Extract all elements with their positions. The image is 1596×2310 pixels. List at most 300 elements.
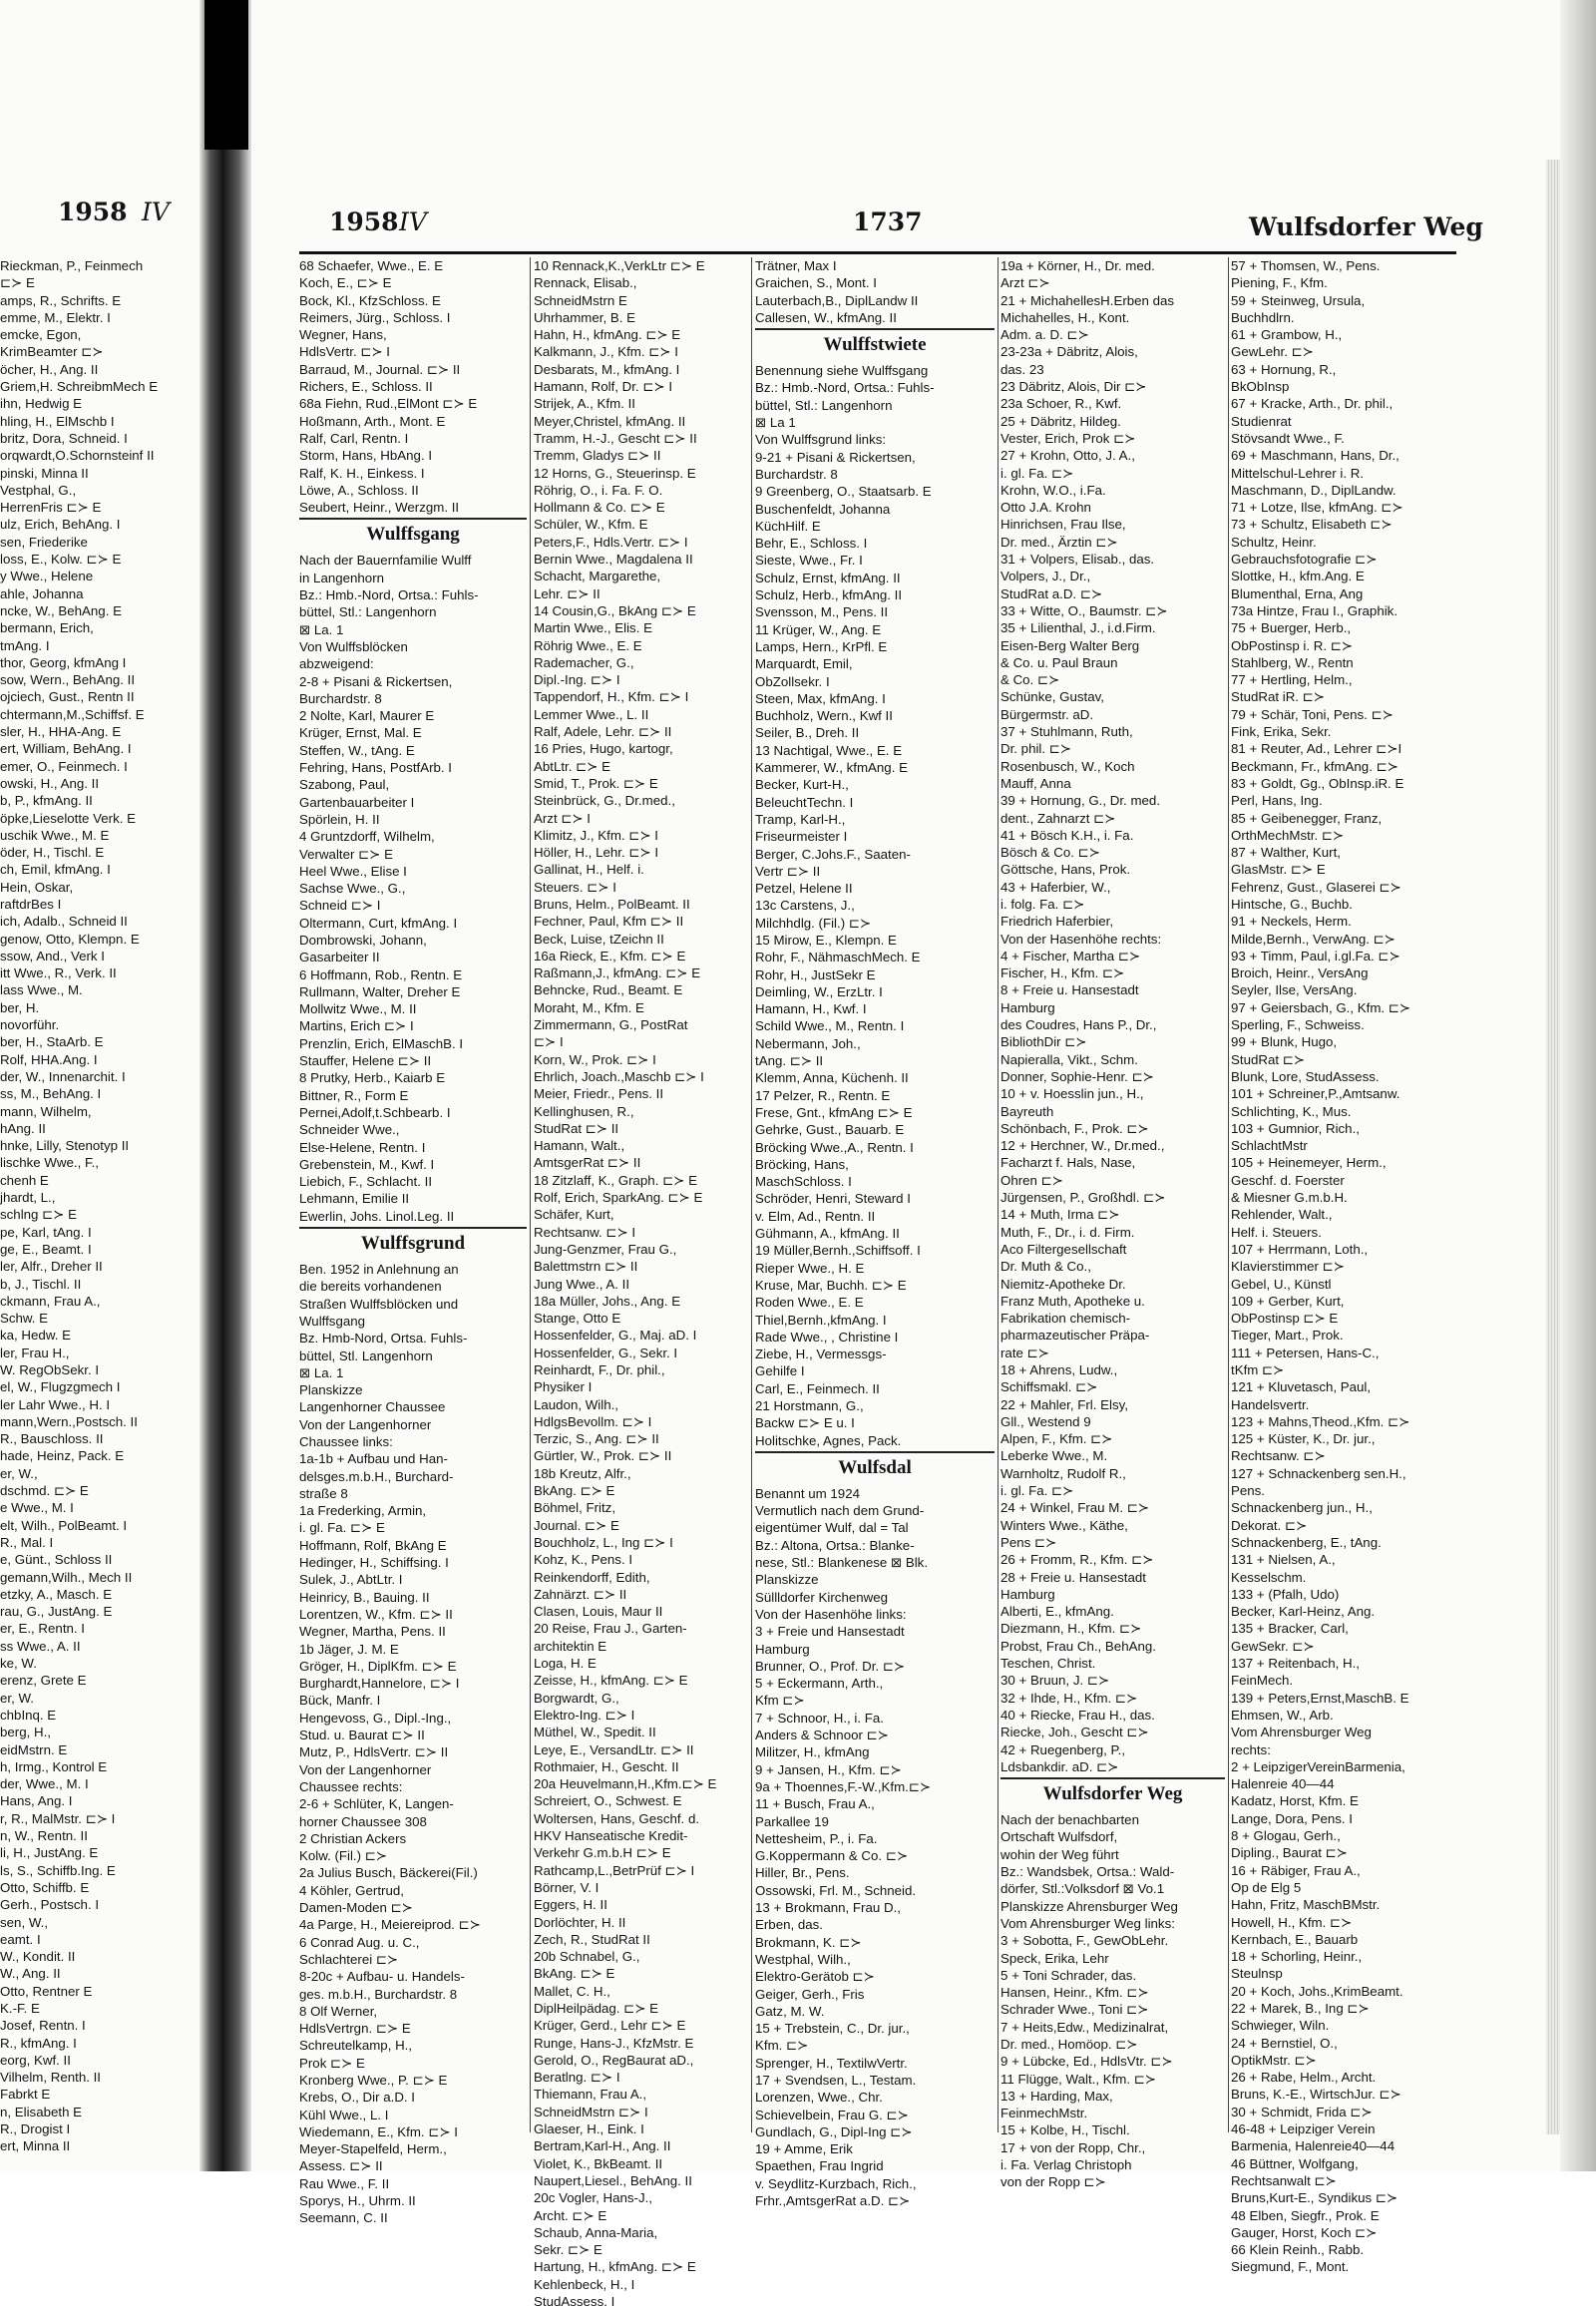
- directory-entry-line: 21 Horstmann, G.,: [755, 1398, 864, 1413]
- directory-entry-line: Vestphal, G.,: [0, 482, 77, 498]
- directory-entry-line: i. gl. Fa. ⊏≻: [1000, 465, 1074, 481]
- directory-entry-line: Milchhdlg. (Fil.) ⊏≻: [755, 915, 872, 931]
- directory-entry-line: Rathcamp,L.,BetrPrüf ⊏≻ I: [534, 1862, 695, 1878]
- directory-entry-line: Benennung siehe Wulffsgang: [755, 363, 929, 379]
- directory-entry-line: Otto J.A. Krohn: [1000, 500, 1091, 516]
- directory-entry-line: Schünke, Gustav,: [1000, 689, 1104, 705]
- directory-entry-line: Göttsche, Hans, Prok.: [1000, 862, 1131, 878]
- directory-entry-line: 2 Nolte, Karl, Maurer E: [299, 708, 435, 724]
- directory-entry-line: Pens ⊏≻: [1000, 1534, 1057, 1550]
- directory-entry-line: Röhrig, O., i. Fa. F. O.: [534, 482, 663, 498]
- directory-entry-line: Fischer, H., Kfm. ⊏≻: [1000, 965, 1125, 981]
- directory-entry-line: 13c Carstens, J.,: [755, 898, 855, 914]
- directory-entry-line: KrimBeamter ⊏≻: [0, 344, 104, 360]
- directory-entry-line: Vom Ahrensburger Weg links:: [1000, 1915, 1175, 1931]
- directory-entry-line: Meyer,Christel, kfmAng. II: [534, 413, 686, 429]
- directory-entry-line: Vilhelm, Renth. II: [0, 2070, 102, 2086]
- directory-entry-line: Perl, Hans, Ing.: [1231, 793, 1323, 809]
- directory-entry-line: Probst, Frau Ch., BehAng.: [1000, 1638, 1156, 1654]
- directory-entry-line: SchlachtMstr: [1231, 1138, 1308, 1154]
- directory-entry-line: Szabong, Paul,: [299, 777, 390, 793]
- directory-entry-line: Marquardt, Emil,: [755, 656, 853, 672]
- directory-entry-line: raftdrBes I: [0, 896, 62, 912]
- directory-entry-line: Jürgensen, P., Großhdl. ⊏≻: [1000, 1190, 1166, 1206]
- directory-entry-line: 131 + Nielsen, A.,: [1231, 1552, 1336, 1568]
- directory-entry-line: 69 + Maschmann, Hans, Dr.,: [1231, 448, 1399, 464]
- directory-entry-line: GewLehr. ⊏≻: [1231, 344, 1314, 360]
- directory-entry-line: Nebermann, Joh.,: [755, 1035, 861, 1051]
- directory-entry-line: er, W.: [0, 1690, 34, 1706]
- directory-entry-line: Kadatz, Horst, Kfm. E: [1231, 1793, 1359, 1809]
- directory-entry-line: Berger, C.Johs.F., Saaten-: [755, 846, 911, 862]
- directory-entry-line: Bröcking Wwe.,A., Rentn. I: [755, 1139, 914, 1155]
- directory-entry-line: Fabrikation chemisch-: [1000, 1311, 1131, 1327]
- directory-entry-line: Dr. Muth & Co.,: [1000, 1259, 1091, 1275]
- directory-entry-line: Wegner, Hans,: [299, 327, 387, 343]
- directory-entry-line: 127 + Schnackenberg sen.H.,: [1231, 1465, 1406, 1481]
- directory-entry-line: 105 + Heinemeyer, Herm.,: [1231, 1155, 1387, 1171]
- directory-entry-line: Alberti, E., kfmAng.: [1000, 1604, 1114, 1620]
- directory-entry-line: W., Kondit. II: [0, 1949, 76, 1965]
- directory-entry-line: 39 + Hornung, G., Dr. med.: [1000, 793, 1161, 809]
- directory-entry-line: 12 Horns, G., Steuerinsp. E: [534, 465, 696, 481]
- directory-column-2: [534, 257, 748, 2310]
- directory-entry-line: 2a Julius Busch, Bäckerei(Fil.): [299, 1865, 478, 1881]
- directory-entry-line: Fehrenz, Gust., Glaserei ⊏≻: [1231, 879, 1401, 895]
- directory-entry-line: 6 Hoffmann, Rob., Rentn. E: [299, 966, 463, 982]
- directory-entry-line: & Miesner G.m.b.H.: [1231, 1190, 1348, 1206]
- directory-entry-line: r, R., MalMstr. ⊏≻ I: [0, 1810, 116, 1826]
- directory-entry-line: 2 + LeipzigerVereinBarmenia,: [1231, 1758, 1405, 1774]
- directory-entry-line: 66 Klein Reinh., Rabb.: [1231, 2242, 1365, 2258]
- directory-entry-line: AbtLtr. ⊏≻ E: [534, 758, 610, 774]
- directory-entry-line: ch, Emil, kfmAng. I: [0, 862, 111, 878]
- directory-entry-line: 18b Kreutz, Alfr.,: [534, 1465, 631, 1481]
- directory-entry-line: das. 23: [1000, 361, 1044, 377]
- directory-entry-line: e, Günt., Schloss II: [0, 1552, 113, 1568]
- directory-entry-line: ObPostinsp i. R. ⊏≻: [1231, 637, 1354, 653]
- directory-entry-line: Sachse Wwe., G.,: [299, 881, 406, 897]
- directory-entry-line: Callesen, W., kfmAng. II: [755, 309, 897, 325]
- directory-entry-line: Steuers. ⊏≻ I: [534, 879, 616, 895]
- directory-entry-line: 8 Prutky, Herb., Kaiarb E: [299, 1070, 446, 1086]
- directory-entry-line: Von der Hasenhöhe rechts:: [1000, 931, 1162, 947]
- left-page-year: 1958: [58, 197, 128, 226]
- directory-entry-line: 77 + Hertling, Helm.,: [1231, 672, 1353, 688]
- directory-entry-line: 125 + Küster, K., Dr. jur.,: [1231, 1431, 1376, 1447]
- directory-entry-line: Rechtsanwalt ⊏≻: [1231, 2172, 1337, 2188]
- directory-entry-line: tAng. ⊏≻ II: [755, 1053, 824, 1069]
- directory-entry-line: orqwardt,O.Schornsteinf II: [0, 448, 155, 464]
- directory-entry-line: e Wwe., M. I: [0, 1500, 74, 1516]
- directory-entry-line: 4 + Fischer, Martha ⊏≻: [1000, 948, 1141, 963]
- directory-entry-line: straße 8: [299, 1485, 348, 1501]
- directory-entry-line: Dipling., Baurat ⊏≻: [1231, 1845, 1348, 1861]
- directory-entry-line: Ehrlich, Joach.,Maschb ⊏≻ I: [534, 1068, 704, 1084]
- directory-entry-line: Hossenfelder, G., Sekr. I: [534, 1345, 678, 1360]
- directory-entry-line: 2-8 + Pisani & Rickertsen,: [299, 673, 453, 689]
- directory-entry-line: Rade Wwe., , Christine I: [755, 1329, 899, 1345]
- directory-entry-line: Böhmel, Fritz,: [534, 1500, 616, 1516]
- directory-entry-line: Elektro-Gerätob ⊏≻: [755, 1969, 875, 1985]
- directory-entry-line: Schneider Wwe.,: [299, 1122, 400, 1138]
- directory-entry-line: DiplHeilpädag. ⊏≻ E: [534, 2000, 659, 2016]
- directory-entry-line: Hein, Oskar,: [0, 879, 74, 895]
- directory-entry-line: Buchholz, Wern., Kwf II: [755, 708, 893, 724]
- directory-entry-line: Loga, H. E: [534, 1656, 597, 1672]
- directory-entry-line: Lorentzen, W., Kfm. ⊏≻ II: [299, 1606, 453, 1622]
- directory-entry-line: 22 + Mahler, Frl. Elsy,: [1000, 1396, 1128, 1412]
- directory-entry-line: Rosenbusch, W., Koch: [1000, 758, 1135, 774]
- directory-entry-line: ka, Hedw. E: [0, 1328, 71, 1344]
- directory-entry-line: Gundlach, G., Dipl-Ing ⊏≻: [755, 2123, 913, 2139]
- directory-entry-line: sow, Wern., BehAng. II: [0, 672, 136, 688]
- directory-entry-line: Helf. i. Steuers.: [1231, 1224, 1322, 1240]
- directory-entry-line: 11 + Busch, Frau A.,: [755, 1796, 875, 1812]
- directory-entry-line: 17 + Svendsen, L., Testam.: [755, 2072, 917, 2088]
- directory-entry-line: Von der Langenhorner: [299, 1761, 432, 1777]
- directory-entry-line: Bösch & Co. ⊏≻: [1000, 845, 1100, 861]
- directory-entry-line: 83 + Goldt, Gg., ObInsp.iR. E: [1231, 775, 1404, 791]
- directory-entry-line: 85 + Geibenegger, Franz,: [1231, 810, 1383, 826]
- directory-entry-line: R., kfmAng. I: [0, 2035, 77, 2051]
- directory-entry-line: el, W., Flugzgmech I: [0, 1379, 121, 1395]
- directory-entry-line: Straßen Wulffsblöcken und: [299, 1296, 459, 1312]
- directory-entry-line: Erben, das.: [755, 1917, 824, 1933]
- directory-entry-line: chtermann,M.,Schiffsf. E: [0, 706, 145, 722]
- directory-entry-line: büttel, Stl. Langenhorn: [299, 1348, 433, 1363]
- directory-entry-line: Nettesheim, P., i. Fa.: [755, 1830, 878, 1846]
- directory-entry-line: Napieralla, Vikt., Schm.: [1000, 1051, 1138, 1067]
- directory-entry-line: Friseurmeister I: [755, 829, 848, 845]
- directory-entry-line: Handelsvertr.: [1231, 1396, 1310, 1412]
- directory-entry-line: ObPostinsp ⊏≻ E: [1231, 1311, 1339, 1327]
- directory-entry-line: Grebenstein, M., Kwf. I: [299, 1156, 435, 1172]
- directory-entry-line: Hamann, Rolf, Dr. ⊏≻ I: [534, 379, 673, 395]
- directory-entry-line: 18 + Schorling, Heinr.,: [1231, 1949, 1363, 1965]
- directory-entry-line: Gatz, M. W.: [755, 2003, 825, 2019]
- directory-entry-line: 30 + Schmidt, Frida ⊏≻: [1231, 2104, 1373, 2119]
- directory-entry-line: Gallinat, H., Helf. i.: [534, 862, 644, 878]
- directory-entry-line: 17 Pelzer, R., Rentn. E: [755, 1087, 891, 1103]
- directory-entry-line: StudRat a.D. ⊏≻: [1000, 585, 1103, 601]
- directory-entry-line: Kühl Wwe., L. I: [299, 2107, 389, 2122]
- directory-entry-line: loss, E., Kolw. ⊏≻ E: [0, 552, 122, 568]
- directory-entry-line: Frese, Gnt., kfmAng ⊏≻ E: [755, 1104, 913, 1120]
- directory-entry-line: 8 Olf Werner,: [299, 2003, 378, 2019]
- directory-entry-line: Seemann, C. II: [299, 2210, 388, 2226]
- directory-entry-line: 1b Jäger, J. M. E: [299, 1641, 399, 1657]
- directory-entry-line: die bereits vorhandenen: [299, 1279, 442, 1295]
- directory-entry-line: Zahnärzt. ⊏≻ II: [534, 1586, 627, 1602]
- directory-entry-line: Geiger, Gerh., Fris: [755, 1986, 865, 2002]
- directory-entry-line: pinski, Minna II: [0, 465, 89, 481]
- directory-entry-line: 42 + Ruegenberg, P.,: [1000, 1741, 1126, 1757]
- running-head-street: Wulfsdorfer Weg: [1249, 212, 1483, 241]
- directory-entry-line: 107 + Herrmann, Loth.,: [1231, 1241, 1369, 1257]
- directory-entry-line: 23a Schoer, R., Kwf.: [1000, 396, 1122, 412]
- directory-entry-line: Kohz, K., Pens. I: [534, 1552, 633, 1568]
- directory-entry-line: 73a Hintze, Frau I., Graphik.: [1231, 602, 1398, 618]
- directory-entry-line: ert, Minna II: [0, 2138, 71, 2154]
- directory-entry-line: Dipl.-Ing. ⊏≻ I: [534, 672, 620, 688]
- directory-entry-line: Hansen, Heinr., Kfm. ⊏≻: [1000, 1985, 1149, 2001]
- directory-entry-line: 87 + Walther, Kurt,: [1231, 845, 1341, 861]
- directory-entry-line: Löwe, A., Schloss. II: [299, 482, 419, 498]
- directory-entry-line: Thiemann, Frau A.,: [534, 2087, 647, 2103]
- directory-entry-line: Beck, Luise, tZeichn II: [534, 931, 664, 947]
- directory-entry-line: 19 Müller,Bernh.,Schiffsoff. I: [755, 1243, 921, 1259]
- directory-entry-line: 5 + Eckermann, Arth.,: [755, 1676, 884, 1692]
- directory-entry-line: Hahn, H., kfmAng. ⊏≻ E: [534, 327, 681, 343]
- directory-entry-line: jhardt, L.,: [0, 1190, 56, 1206]
- directory-entry-line: ich, Adalb., Schneid II: [0, 914, 128, 930]
- column-divider: [1228, 257, 1229, 2132]
- directory-entry-line: 9 + Jansen, H., Kfm. ⊏≻: [755, 1761, 902, 1777]
- directory-entry-line: Chaussee links:: [299, 1434, 393, 1449]
- directory-entry-line: ert, William, BehAng. I: [0, 741, 132, 757]
- directory-entry-line: Schreutelkamp, H.,: [299, 2038, 413, 2054]
- directory-entry-line: elt, Wilh., PolBeamt. I: [0, 1517, 128, 1533]
- directory-entry-line: 5 + Toni Schrader, das.: [1000, 1967, 1137, 1983]
- directory-entry-line: 1a Frederking, Armin,: [299, 1503, 427, 1519]
- directory-entry-line: Hiller, Br., Pens.: [755, 1865, 850, 1881]
- directory-entry-line: Hengevoss, G., Dipl.-Ing.,: [299, 1710, 452, 1726]
- directory-entry-line: Nach der benachbarten: [1000, 1812, 1139, 1828]
- directory-entry-line: der, Wwe., M. I: [0, 1776, 89, 1792]
- directory-entry-line: Verwalter ⊏≻ E: [299, 846, 393, 862]
- directory-entry-line: 13 + Brokmann, Frau D.,: [755, 1900, 901, 1916]
- directory-entry-line: hnke, Lilly, Stenotyp II: [0, 1138, 130, 1154]
- directory-entry-line: Reinkendorff, Edith,: [534, 1569, 650, 1585]
- directory-entry-line: HerrenFris ⊏≻ E: [0, 500, 102, 516]
- directory-entry-line: Eisen-Berg Walter Berg: [1000, 637, 1140, 653]
- directory-entry-line: gemann,Wilh., Mech II: [0, 1569, 133, 1585]
- directory-entry-line: 2 Christian Ackers: [299, 1830, 407, 1846]
- directory-entry-line: in Langenhorn: [299, 570, 385, 585]
- directory-entry-line: 19a + Körner, H., Dr. med.: [1000, 258, 1155, 273]
- directory-entry-line: Niemitz-Apotheke Dr.: [1000, 1276, 1126, 1292]
- directory-entry-line: 33 + Witte, O., Baumstr. ⊏≻: [1000, 602, 1168, 618]
- directory-entry-line: 97 + Geiersbach, G., Kfm. ⊏≻: [1231, 999, 1411, 1015]
- directory-entry-line: Lehr. ⊏≻ II: [534, 585, 600, 601]
- directory-entry-line: ihn, Hedwig E: [0, 396, 83, 412]
- directory-entry-line: Meyer-Stapelfeld, Herm.,: [299, 2141, 447, 2157]
- directory-entry-line: Frhr.,AmtsgerRat a.D. ⊏≻: [755, 2193, 911, 2209]
- directory-entry-line: 11 Flügge, Walt., Kfm. ⊏≻: [1000, 2071, 1157, 2087]
- directory-entry-line: Schultz, Heinr.: [1231, 534, 1317, 550]
- directory-entry-line: Burchardstr. 8: [755, 466, 838, 482]
- directory-entry-line: Heinricy, B., Bauing. II: [299, 1589, 430, 1605]
- directory-entry-line: Ralf, Carl, Rentn. I: [299, 430, 409, 446]
- directory-entry-line: Kalkmann, J., Kfm. ⊏≻ I: [534, 344, 678, 360]
- directory-entry-line: Dr. phil. ⊏≻: [1000, 741, 1072, 757]
- directory-entry-line: Kfm. ⊏≻: [755, 2038, 809, 2054]
- directory-entry-line: Stange, Otto E: [534, 1311, 621, 1327]
- directory-entry-line: Schlachterei ⊏≻: [299, 1951, 399, 1967]
- directory-entry-line: Facharzt f. Hals, Nase,: [1000, 1155, 1136, 1171]
- directory-entry-line: lischke Wwe., F.,: [0, 1155, 100, 1171]
- directory-entry-line: Richers, E., Schloss. II: [299, 379, 433, 395]
- directory-entry-line: öcher, H., Ang. II: [0, 361, 99, 377]
- directory-entry-line: Thiel,Bernh.,kfmAng. I: [755, 1312, 887, 1328]
- directory-entry-line: ss, M., BehAng. I: [0, 1086, 102, 1102]
- directory-entry-line: er, E., Rentn. I: [0, 1621, 85, 1637]
- directory-entry-line: eidMstrn. E: [0, 1741, 68, 1757]
- directory-entry-line: Ziebe, H., Vermessgs-: [755, 1347, 887, 1362]
- directory-entry-line: Tremm, Gladys ⊏≻ II: [534, 448, 661, 464]
- directory-entry-line: 10 Rennack,K.,VerkLtr ⊏≻ E: [534, 258, 705, 273]
- directory-entry-line: Deimling, W., ErzLtr. I: [755, 983, 883, 999]
- directory-entry-line: dschmd. ⊏≻ E: [0, 1483, 89, 1499]
- directory-entry-line: 93 + Timm, Paul, i.gl.Fa. ⊏≻: [1231, 948, 1400, 963]
- directory-entry-line: Steen, Max, kfmAng. I: [755, 690, 886, 706]
- directory-entry-line: Buschenfeldt, Johanna: [755, 501, 891, 517]
- directory-entry-line: G.Koppermann & Co. ⊏≻: [755, 1848, 909, 1864]
- directory-entry-line: Sprenger, H., TextilwVertr.: [755, 2055, 908, 2071]
- directory-entry-line: Parkallee 19: [755, 1813, 829, 1829]
- directory-entry-line: Hintsche, G., Buchb.: [1231, 896, 1353, 912]
- directory-entry-line: Else-Helene, Rentn. I: [299, 1139, 426, 1155]
- directory-entry-line: Mauff, Anna: [1000, 775, 1071, 791]
- directory-entry-line: Meier, Friedr., Pens. II: [534, 1086, 664, 1102]
- directory-entry-line: K.-F. E: [0, 2000, 40, 2016]
- directory-entry-line: HKV Hanseatische Kredit-: [534, 1828, 688, 1844]
- directory-entry-line: 75 + Buerger, Herb.,: [1231, 620, 1352, 636]
- directory-entry-line: 4a Parge, H., Meiereiprod. ⊏≻: [299, 1917, 481, 1933]
- page-year: 1958: [329, 207, 399, 236]
- directory-entry-line: Becker, Karl-Heinz, Ang.: [1231, 1604, 1376, 1620]
- directory-entry-line: Bernin Wwe., Magdalena II: [534, 552, 693, 568]
- directory-entry-line: Prenzlin, Erich, ElMaschB. I: [299, 1035, 464, 1051]
- directory-entry-line: Gerh., Postsch. I: [0, 1897, 100, 1913]
- directory-entry-line: Hoßmann, Arth., Mont. E: [299, 413, 446, 429]
- directory-entry-line: rau, G., JustAng. E: [0, 1604, 113, 1620]
- directory-entry-line: KüchHilf. E: [755, 518, 821, 534]
- directory-entry-line: Ewerlin, Johs. Linol.Leg. II: [299, 1208, 455, 1224]
- directory-entry-line: Franz Muth, Apotheke u.: [1000, 1293, 1145, 1309]
- directory-entry-line: Rademacher, G.,: [534, 654, 634, 670]
- left-page-fragment-column: [0, 257, 200, 2155]
- directory-entry-line: Steulnsp: [1231, 1966, 1283, 1982]
- directory-entry-line: Friedrich Haferbier,: [1000, 914, 1114, 930]
- directory-entry-line: Bouchholz, L., Ing ⊏≻ I: [534, 1534, 673, 1550]
- directory-entry-line: Slottke, H., kfm.Ang. E: [1231, 569, 1365, 584]
- directory-entry-line: 16 + Räbiger, Frau A.,: [1231, 1862, 1361, 1878]
- directory-entry-line: Ohren ⊏≻: [1000, 1172, 1063, 1188]
- directory-entry-line: & Co. u. Paul Braun: [1000, 654, 1118, 670]
- directory-entry-line: 25 + Däbritz, Hildeg.: [1000, 413, 1121, 429]
- directory-entry-line: Kellinghusen, R.,: [534, 1103, 634, 1119]
- directory-entry-line: Fehring, Hans, PostfArb. I: [299, 760, 452, 776]
- directory-entry-line: Uhrhammer, B. E: [534, 309, 635, 325]
- directory-entry-line: Tieger, Mart., Prok.: [1231, 1328, 1344, 1344]
- directory-entry-line: Hartung, H., kfmAng. ⊏≻ E: [534, 2259, 696, 2275]
- directory-entry-line: Rechtsanw. ⊏≻ I: [534, 1224, 636, 1240]
- directory-entry-line: 61 + Grambow, H.,: [1231, 327, 1343, 343]
- directory-entry-line: 8-20c + Aufbau- u. Handels-: [299, 1969, 465, 1985]
- directory-entry-line: Von Wulffsgrund links:: [755, 432, 887, 448]
- directory-entry-line: Bz.: Wandsbek, Ortsa.: Wald-: [1000, 1864, 1175, 1880]
- directory-entry-line: 3 + Freie und Hansestadt: [755, 1624, 905, 1640]
- directory-entry-line: Arzt ⊏≻ I: [534, 810, 592, 826]
- directory-entry-line: 26 + Rabe, Helm., Archt.: [1231, 2070, 1377, 2086]
- directory-entry-line: ber, H., StaArb. E: [0, 1034, 104, 1050]
- directory-entry-line: 23 Däbritz, Alois, Dir ⊏≻: [1000, 379, 1147, 395]
- directory-entry-line: Lemmer Wwe., L. II: [534, 706, 649, 722]
- street-section-heading: Wulffstwiete: [755, 328, 995, 360]
- directory-entry-line: 103 + Gumnior, Rich.,: [1231, 1120, 1360, 1136]
- directory-entry-line: Burchardstr. 8: [299, 690, 382, 706]
- directory-entry-line: StudRat iR. ⊏≻: [1231, 689, 1325, 705]
- directory-entry-line: Damen-Moden ⊏≻: [299, 1900, 413, 1916]
- directory-entry-line: Heel Wwe., Elise I: [299, 863, 407, 879]
- directory-entry-line: 23-23a + Däbritz, Alois,: [1000, 344, 1138, 360]
- directory-entry-line: Spörlein, H. II: [299, 811, 380, 827]
- directory-entry-line: Physiker I: [534, 1379, 593, 1395]
- directory-entry-line: 121 + Kluvetasch, Paul,: [1231, 1379, 1372, 1395]
- directory-entry-line: 46 Büttner, Wolfgang,: [1231, 2155, 1359, 2171]
- directory-entry-line: Griem,H. SchreibmMech E: [0, 379, 159, 395]
- directory-entry-line: Anders & Schnoor ⊏≻: [755, 1728, 889, 1743]
- directory-entry-line: Assess. ⊏≻ II: [299, 2158, 383, 2174]
- directory-entry-line: Chaussee rechts:: [299, 1778, 403, 1794]
- directory-entry-line: Geschf. d. Foerster: [1231, 1172, 1345, 1188]
- directory-entry-line: AmtsgerRat ⊏≻ II: [534, 1155, 641, 1171]
- directory-entry-line: ncke, W., BehAng. E: [0, 602, 122, 618]
- directory-entry-line: Bz.: Hmb.-Nord, Ortsa.: Fuhls-: [299, 587, 479, 603]
- directory-entry-line: ler Lahr Wwe., H. I: [0, 1396, 111, 1412]
- directory-entry-line: Steinbrück, G., Dr.med.,: [534, 793, 675, 809]
- directory-entry-line: Winters Wwe., Käthe,: [1000, 1517, 1128, 1533]
- directory-entry-line: Ralf, K. H., Einkess. I: [299, 465, 425, 481]
- directory-entry-line: R., Bauschloss. II: [0, 1431, 104, 1447]
- directory-entry-line: SchneidMstrn ⊏≻ I: [534, 2104, 648, 2119]
- directory-entry-line: 6 Conrad Aug. u. C.,: [299, 1934, 420, 1950]
- directory-entry-line: 24 + Bernstiel, O.,: [1231, 2035, 1338, 2051]
- directory-entry-line: Lorenzen, Wwe., Chr.: [755, 2090, 883, 2106]
- directory-entry-line: Schulz, Herb., kfmAng. II: [755, 587, 903, 603]
- directory-entry-line: Tappendorf, H., Kfm. ⊏≻ I: [534, 689, 689, 705]
- directory-entry-line: Rohr, F., NähmaschMech. E: [755, 950, 921, 965]
- directory-entry-line: Hinrichsen, Frau Ilse,: [1000, 517, 1126, 533]
- directory-entry-line: Studienrat: [1231, 413, 1292, 429]
- directory-entry-line: hAng. II: [0, 1120, 46, 1136]
- directory-entry-line: 15 Mirow, E., Klempn. E: [755, 932, 897, 948]
- directory-entry-line: Martins, Erich ⊏≻ I: [299, 1018, 414, 1034]
- directory-entry-line: Beckmann, Fr., kfmAng. ⊏≻: [1231, 758, 1398, 774]
- directory-entry-line: Fink, Erika, Sekr.: [1231, 724, 1332, 740]
- directory-entry-line: Stövsandt Wwe., F.: [1231, 430, 1345, 446]
- directory-entry-line: Nach der Bauernfamilie Wulff: [299, 553, 472, 569]
- directory-entry-line: Rohr, H., JustSekr E: [755, 966, 876, 982]
- directory-entry-line: ber, H.: [0, 999, 40, 1015]
- directory-entry-line: Buchhdlrn.: [1231, 309, 1295, 325]
- directory-entry-line: Blumenthal, Erna, Ang: [1231, 585, 1364, 601]
- directory-entry-line: Diezmann, H., Kfm. ⊏≻: [1000, 1621, 1142, 1637]
- directory-entry-line: Trätner, Max I: [755, 258, 837, 273]
- directory-entry-line: wohin der Weg führt: [1000, 1846, 1119, 1862]
- directory-entry-line: HdlgsBevollm. ⊏≻ I: [534, 1413, 652, 1429]
- directory-entry-line: Benannt um 1924: [755, 1485, 860, 1501]
- directory-entry-line: 133 + (Pfalh, Udo): [1231, 1586, 1340, 1602]
- directory-entry-line: Bz.: Altona, Ortsa.: Blanke-: [755, 1537, 915, 1553]
- directory-entry-line: Arzt ⊏≻: [1000, 275, 1050, 291]
- directory-entry-line: Reimers, Jürg., Schloss. I: [299, 309, 451, 325]
- directory-entry-line: rechts:: [1231, 1741, 1271, 1757]
- directory-entry-line: BkAng. ⊏≻ E: [534, 1483, 615, 1499]
- directory-entry-line: SchneidMstrn E: [534, 292, 627, 308]
